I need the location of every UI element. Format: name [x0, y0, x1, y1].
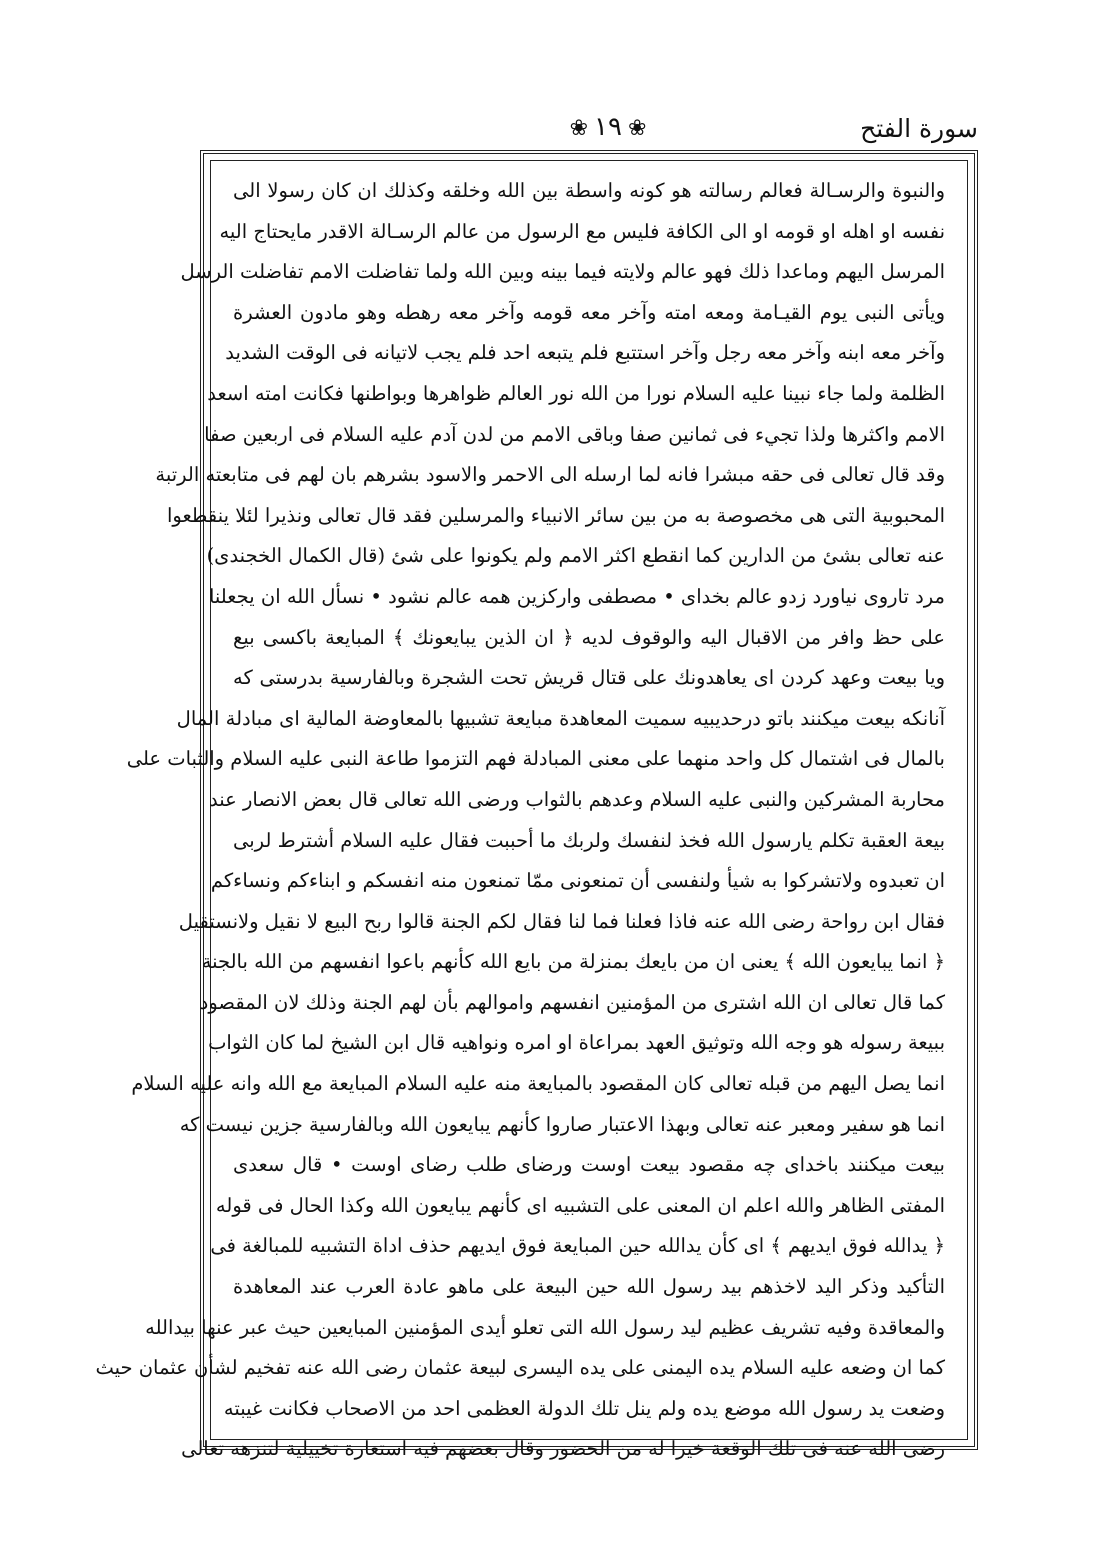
text-line: الامم واكثرها ولذا تجيء فى ثمانين صفا وباقى الامم من لدن آدم عليه السلام فى اربعين صفا: [204, 422, 945, 446]
text-line: آنانكه بيعت ميكنند باتو درحديبيه سميت المعاهدة مبايعة تشبيها بالمعاوضة المالية اى مبادلة المال: [176, 706, 945, 730]
surah-title: سورة الفتح: [860, 114, 978, 143]
text-line: مرد تاروى نياورد زدو عالم بخداى • مصطفى واركزين همه عالم نشود • نسأل الله ان يجعلنا: [208, 584, 945, 608]
text-line: كما قال تعالى ان الله اشترى من المؤمنين انفسهم واموالهم بأن لهم الجنة وذلك لان المقصود: [199, 990, 945, 1014]
text-line: عنه تعالى بشئ من الدارين كما انقطع اكثر الامم ولم يكونوا على شئ (قال الكمال الخجندى): [206, 544, 945, 568]
text-line: كما ان وضعه عليه السلام يده اليمنى على يده اليسرى لبيعة عثمان رضى الله عنه تفخيم لشأن عثمان حيث: [95, 1356, 945, 1380]
text-line: وضعت يد رسول الله موضع يده ولم ينل تلك الدولة العظمى احد من الاصحاب فكانت غيبته: [223, 1396, 945, 1420]
text-line: الظلمة ولما جاء نبينا عليه السلام نورا من الله نور العالم ظواهرها وبواطنها فكانت امته اسعد: [207, 381, 945, 405]
page-number-block: [548, 112, 668, 142]
text-line: ويا بيعت وعهد كردن اى يعاهدونك على قتال قريش تحت الشجرة وبالفارسية بدرستى كه: [233, 666, 945, 690]
text-line: ببيعة رسوله هو وجه الله وتوثيق العهد بمراعاة او امره ونواهيه قال ابن الشيخ لما كان الثواب: [208, 1031, 945, 1055]
text-line: ﴿ يدالله فوق ايديهم ﴾ اى كأن يدالله حين المبايعة فوق ايديهم حذف اداة التشبيه للمبالغة فى: [210, 1234, 945, 1258]
text-line: التأكيد وذكر اليد لاخذهم بيد رسول الله حين البيعة على ماهو عادة العرب عند المعاهدة: [233, 1275, 945, 1299]
ornament-right-icon: ❀: [569, 116, 589, 141]
text-line: وقد قال تعالى فى حقه مبشرا فانه لما ارسله الى الاحمر والاسود بشرهم بان لهم فى متابعته الرتبة: [155, 463, 945, 487]
text-line: رضى الله عنه فى تلك الوقعة خيرا له من الحضور وقال بعضهم فيه استعارة تخييلية لتنزهه تعالى: [181, 1437, 945, 1461]
text-line: ويأتى النبى يوم القيـامة ومعه امته وآخر معه قومه وآخر معه رهطه وهو مادون العشرة: [233, 300, 945, 324]
text-line: ان تعبدوه ولاتشركوا به شيأ ولنفسى أن تمنعونى ممّا تمنعون منه انفسكم و ابناءكم ونساءكم: [210, 869, 945, 893]
text-frame: [95, 150, 978, 1461]
text-line: محاربة المشركين والنبى عليه السلام وعدهم بالثواب ورضى الله تعالى قال بعض الانصار عند: [209, 787, 945, 811]
text-line: على حظ وافر من الاقبال اليه والوقوف لديه ﴿ ان الذين يبايعونك ﴾ المبايعة باكسى بيع: [233, 625, 945, 649]
body-text: [95, 171, 945, 1470]
text-line: ﴿ انما يبايعون الله ﴾ يعنى ان من بايعك بمنزلة من بايع الله كأنهم باعوا انفسهم من الله بالجنة: [201, 950, 945, 974]
text-line: نفسه او اهله او قومه او الى الكافة فليس مع الرسول من عالم الرسـالة الاقدر مايحتاج اليه: [219, 219, 945, 243]
text-frame-inner: [95, 160, 968, 1461]
text-line: بيعة العقبة تكلم يارسول الله فخذ لنفسك ولربك ما أحببت فقال عليه السلام أشترط لربى: [233, 828, 945, 852]
text-line: انما هو سفير ومعبر عنه تعالى وبهذا الاعتبار صاروا كأنهم يبايعون الله وبالفارسية جزين نيست كه: [179, 1112, 945, 1136]
text-line: بيعت ميكنند باخداى چه مقصود بيعت اوست ورضاى طلب رضاى اوست • قال سعدى: [233, 1153, 945, 1177]
text-line: انما يصل اليهم من قبله تعالى كان المقصود بالمبايعة منه عليه السلام المبايعة مع الله وانه عليه السلام: [131, 1072, 945, 1096]
text-line: فقال ابن رواحة رضى الله عنه فاذا فعلنا فما لنا فقال لكم الجنة قالوا ربح البيع لا نقيل ولانستقيل: [178, 909, 945, 933]
page-header: [218, 112, 978, 152]
text-line: بالمال فى اشتمال كل واحد منهما على معنى المبادلة فهم التزموا طاعة النبى عليه السلام والثبات على: [126, 747, 945, 771]
text-line: والنبوة والرسـالة فعالم رسالته هو كونه واسطة بين الله وخلقه وكذلك ان كان رسولا الى: [233, 179, 945, 202]
text-line: المحبوبية التى هى مخصوصة به من بين سائر الانبياء والمرسلين فقد قال تعالى ونذيرا لئلا ينقطعوا: [167, 503, 945, 527]
text-line: المرسل اليهم وماعدا ذلك فهو عالم ولايته فيما بينه وبين الله ولما تفاضلت الامم تفاضلت الرسل: [180, 260, 945, 284]
text-line: والمعاقدة وفيه تشريف عظيم ليد رسول الله التى تعلو أيدى المؤمنين المبايعين حيث عبر عنها بيدالله: [145, 1315, 945, 1339]
ornament-left-icon: ❀: [627, 116, 647, 141]
page-number: ١٩: [594, 112, 622, 142]
text-line: وآخر معه ابنه وآخر معه رجل وآخر استتبع فلم يتبعه احد فلم يجب لاتيانه فى الوقت الشديد: [225, 341, 945, 365]
text-line: المفتى الظاهر والله اعلم ان المعنى على التشبيه اى كأنهم يبايعون الله وكذا الحال فى قوله: [215, 1193, 945, 1217]
